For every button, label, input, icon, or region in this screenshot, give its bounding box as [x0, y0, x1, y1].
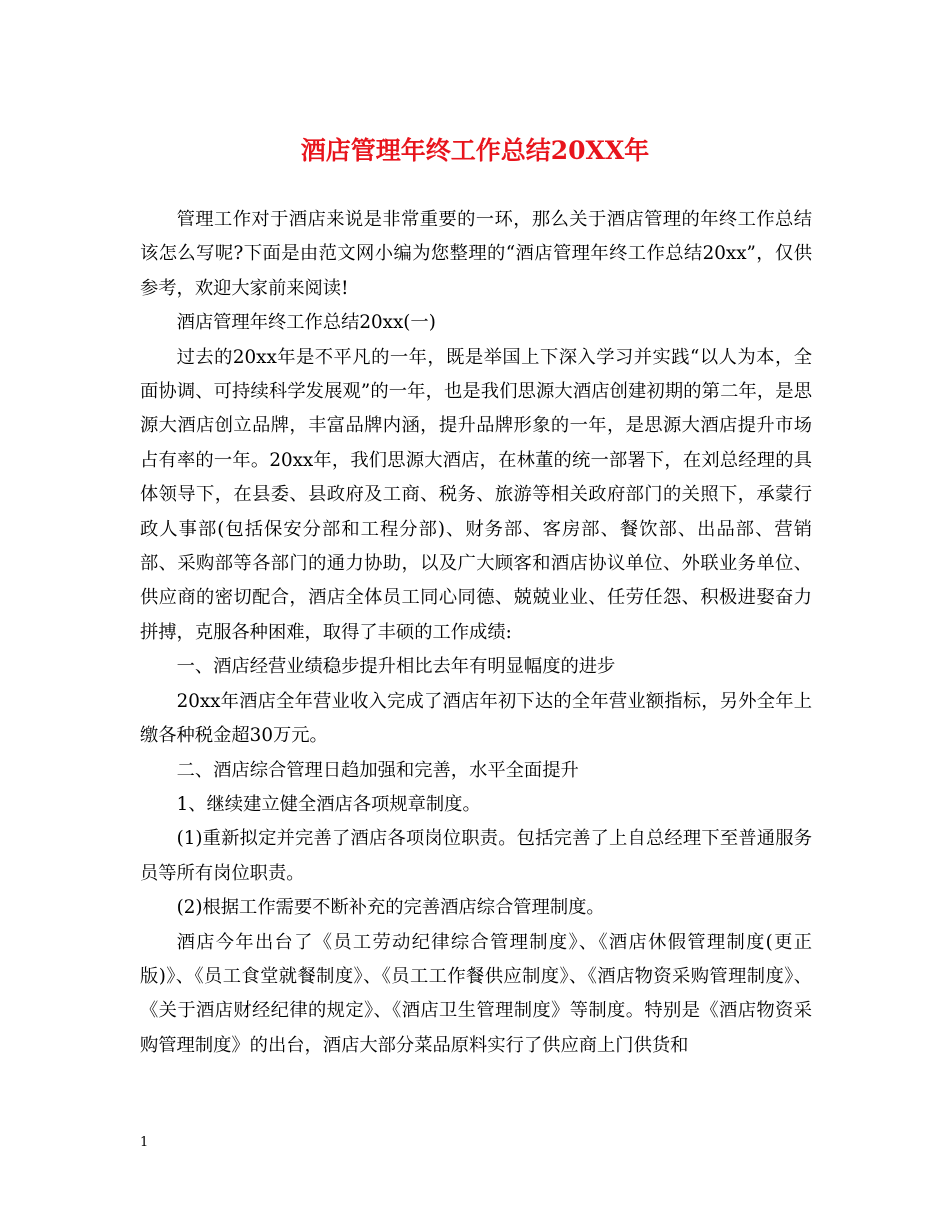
body-paragraph-review: 过去的20xx年是不平凡的一年，既是举国上下深入学习并实践“以人为本，全面协调、可持续科学发展观”的一年，也是我们思源大酒店创建初期的第二年，是思源大酒店创立品牌，丰富品牌内涵，提升品牌形象的一年，是思源大酒店提升市场占有率的一年。20xx年，我们思源大酒店，在林董的统一部署下，在刘总经理的具体领导下，在县委、县政府及工商、税务、旅游等相关政府部门的关照下，承蒙行政人事部(包括保安分部和工程分部)、财务部、客房部、餐饮部、出品部、营销部、采购部等各部门的通力协助，以及广大顾客和酒店协议单位、外联业务单位、供应商的密切配合，酒店全体员工同心同德、兢兢业业、任劳任怨、积极进娶奋力拼搏，克服各种困难，取得了丰硕的工作成绩:	[140, 346, 812, 643]
page-title: 酒店管理年终工作总结20XX年	[300, 136, 650, 165]
list-item-management-system: (2)根据工作需要不断补充的完善酒店综合管理制度。	[176, 897, 605, 919]
intro-paragraph: 管理工作对于酒店来说是非常重要的一环，那么关于酒店管理的年终工作总结该怎么写呢?下面是由范文网小编为您整理的“酒店管理年终工作总结20xx”，仅供参考，欢迎大家前来阅读!	[140, 209, 812, 299]
body-paragraph-revenue: 20xx年酒店全年营业收入完成了酒店年初下达的全年营业额指标，另外全年上缴各种税金超30万元。	[140, 690, 812, 747]
section-heading-summary-one: 酒店管理年终工作总结20xx(一)	[176, 312, 436, 334]
list-item-job-duties: (1)重新拟定并完善了酒店各项岗位职责。包括完善了上自总经理下至普通服务员等所有岗位职责。	[140, 828, 812, 884]
body-paragraph-regulations: 酒店今年出台了《员工劳动纪律综合管理制度》、《酒店休假管理制度(更正版)》、《员工食堂就餐制度》、《员工工作餐供应制度》、《酒店物资采购管理制度》、《关于酒店财经纪律的规定》、《酒店卫生管理制度》等制度。特别是《酒店物资采购管理制度》的出台，酒店大部分菜品原料实行了供应商上门供货和	[140, 931, 812, 1056]
document-body	[140, 203, 812, 1063]
page-number: 1	[140, 1135, 149, 1150]
section-heading-business-performance: 一、酒店经营业绩稳步提升相比去年有明显幅度的进步	[176, 656, 616, 678]
subsection-heading-rules: 1、继续建立健全酒店各项规章制度。	[176, 793, 481, 815]
section-heading-management: 二、酒店综合管理日趋加强和完善，水平全面提升	[176, 759, 579, 781]
